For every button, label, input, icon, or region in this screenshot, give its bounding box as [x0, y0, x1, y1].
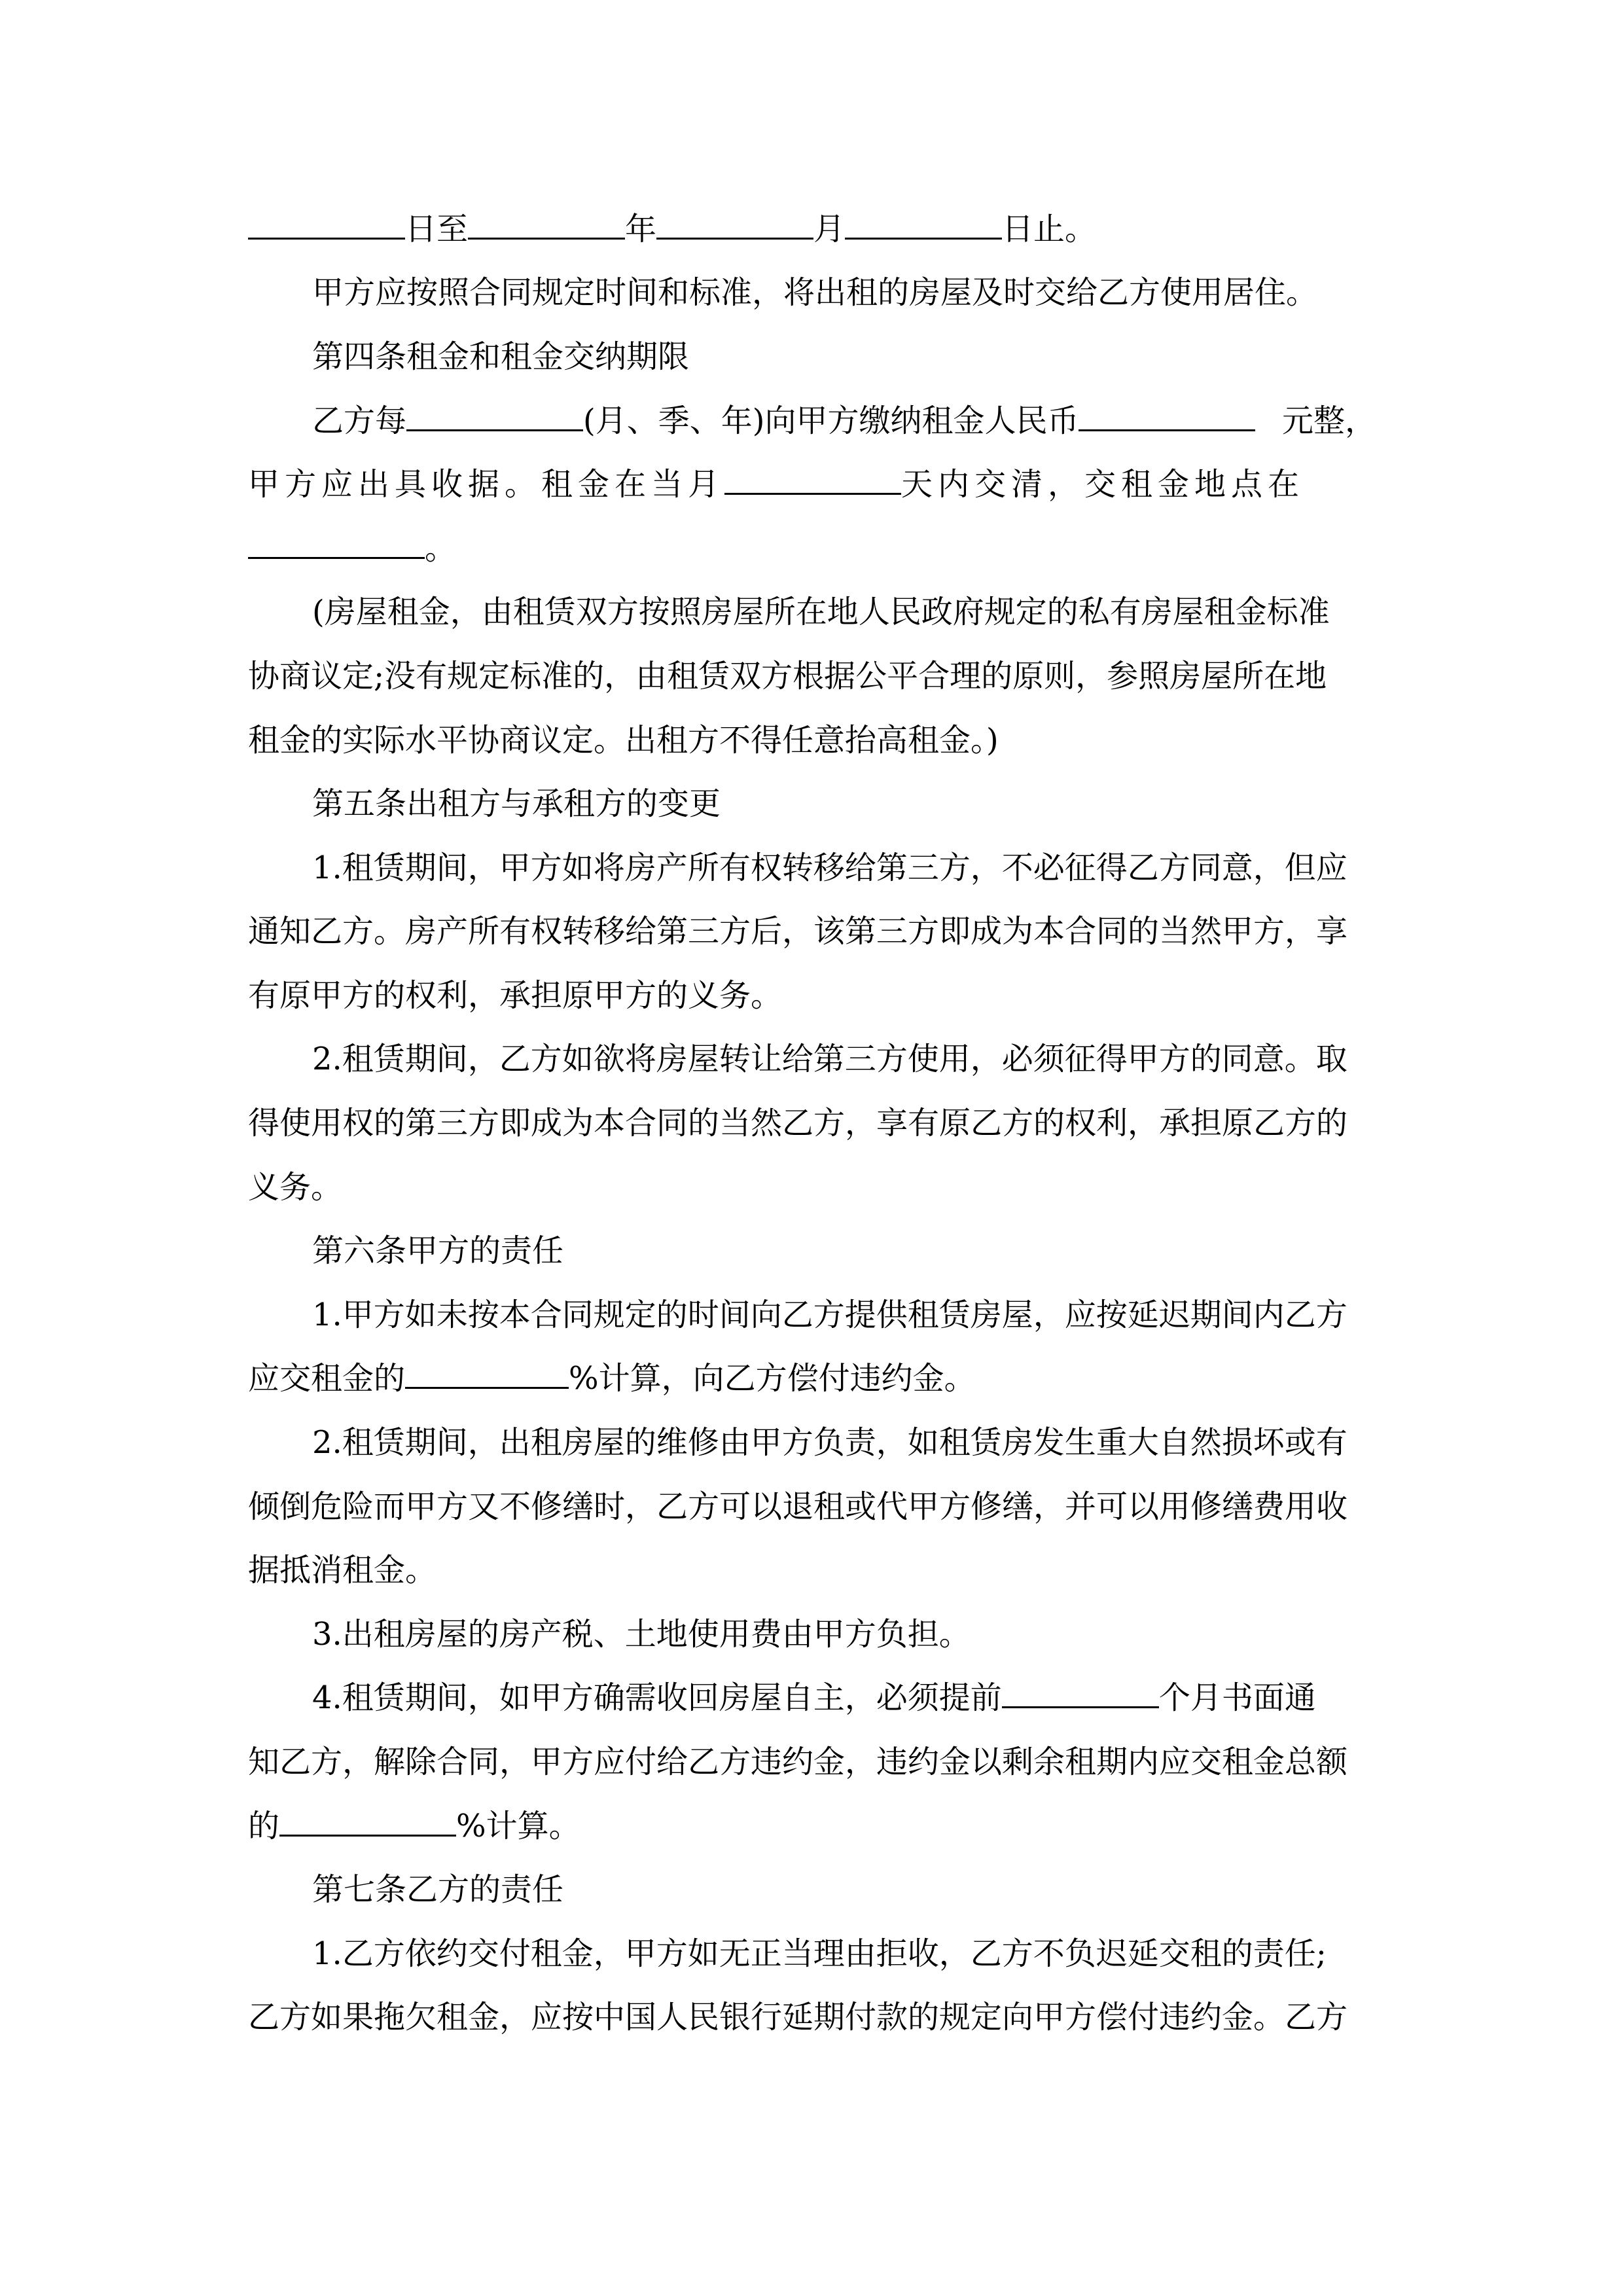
blank-field[interactable]	[406, 403, 583, 431]
text-fragment: (月、季、年)向甲方缴纳租金人民币	[583, 403, 1079, 439]
text-fragment: 年	[625, 211, 657, 247]
paragraph-line: 倾倒危险而甲方又不修缮时，乙方可以退租或代甲方修缮，并可以用修缮费用收	[248, 1488, 1348, 1525]
section-heading: 第四条租金和租金交纳期限	[312, 338, 690, 375]
blank-field[interactable]	[724, 467, 901, 495]
paragraph-line: 1.乙方依约交付租金，甲方如无正当理由拒收，乙方不负迟延交租的责任;	[312, 1935, 1327, 1972]
blank-field[interactable]	[1079, 403, 1255, 431]
paragraph-line: 乙方如果拖欠租金，应按中国人民银行延期付款的规定向甲方偿付违约金。乙方	[248, 1999, 1348, 2036]
paragraph-line	[248, 1346, 1376, 1411]
text-fragment: 的	[248, 1808, 280, 1844]
text-fragment: 。	[425, 530, 457, 567]
paragraph-line	[248, 452, 1376, 517]
paragraph-line: 据抵消租金。	[248, 1552, 437, 1588]
text-fragment: 天内交清，交租金地点在	[901, 466, 1305, 503]
text-fragment: %计算。	[456, 1808, 580, 1844]
section-heading: 第七条乙方的责任	[312, 1871, 564, 1908]
blank-field[interactable]	[279, 1808, 456, 1837]
text-fragment: %计算，向乙方偿付违约金。	[569, 1360, 976, 1397]
text-fragment: 日至	[405, 211, 469, 247]
paragraph-line: 1.甲方如未按本合同规定的时间向乙方提供租赁房屋，应按延迟期间内乙方	[312, 1297, 1347, 1333]
paragraph-line	[248, 1793, 1376, 1859]
text-fragment: 乙方每	[312, 403, 407, 439]
text-fragment: 元整，	[1281, 403, 1376, 439]
paragraph-line: 得使用权的第三方即成为本合同的当然乙方，享有原乙方的权利，承担原乙方的	[248, 1105, 1348, 1141]
text-fragment: 应交租金的	[248, 1360, 406, 1397]
text-fragment: 月	[813, 211, 846, 247]
paragraph-line: 租金的实际水平协商议定。出租方不得任意抬高租金。)	[248, 722, 999, 759]
paragraph-line: 3.出租房屋的房产税、土地使用费由甲方负担。	[312, 1616, 971, 1653]
paragraph-line: 通知乙方。房产所有权转移给第三方后，该第三方即成为本合同的当然甲方，享	[248, 913, 1348, 950]
paragraph-line: 2.租赁期间，乙方如欲将房屋转让给第三方使用，必须征得甲方的同意。取	[312, 1041, 1347, 1077]
paragraph-line	[312, 1665, 1376, 1731]
blank-field[interactable]	[405, 1361, 569, 1389]
paragraph-line: 1.租赁期间，甲方如将房产所有权转移给第三方，不必征得乙方同意，但应	[312, 850, 1347, 886]
text-fragment: 甲方应出具收据。租金在当月	[248, 466, 725, 503]
blank-field[interactable]	[845, 211, 1002, 240]
text-fragment: 个月书面通	[1158, 1679, 1316, 1716]
section-heading: 第六条甲方的责任	[312, 1232, 564, 1269]
paragraph-line: (房屋租金，由租赁双方按照房屋所在地人民政府规定的私有房屋租金标准	[312, 594, 1330, 630]
paragraph-line: 协商议定;没有规定标准的，由租赁双方根据公平合理的原则，参照房屋所在地	[248, 658, 1327, 694]
paragraph-line	[248, 516, 1376, 581]
blank-field[interactable]	[248, 531, 425, 559]
blank-field[interactable]	[1002, 1680, 1159, 1708]
blank-field[interactable]	[248, 211, 405, 240]
blank-field[interactable]	[656, 211, 813, 240]
date-range-line	[248, 196, 1376, 262]
text-fragment: 4.租赁期间，如甲方确需收回房屋自主，必须提前	[312, 1679, 1002, 1716]
section-heading: 第五条出租方与承租方的变更	[312, 785, 721, 822]
paragraph-line	[312, 388, 1376, 454]
paragraph-line: 知乙方，解除合同，甲方应付给乙方违约金，违约金以剩余租期内应交租金总额	[248, 1744, 1348, 1780]
text-fragment: 日止。	[1002, 211, 1097, 247]
blank-field[interactable]	[468, 211, 625, 240]
paragraph-line: 有原甲方的权利，承担原甲方的义务。	[248, 977, 783, 1014]
paragraph-line: 义务。	[248, 1169, 343, 1206]
paragraph-line: 甲方应按照合同规定时间和标准，将出租的房屋及时交给乙方使用居住。	[312, 274, 1318, 311]
paragraph-line: 2.租赁期间，出租房屋的维修由甲方负责，如租赁房发生重大自然损坏或有	[312, 1424, 1347, 1461]
